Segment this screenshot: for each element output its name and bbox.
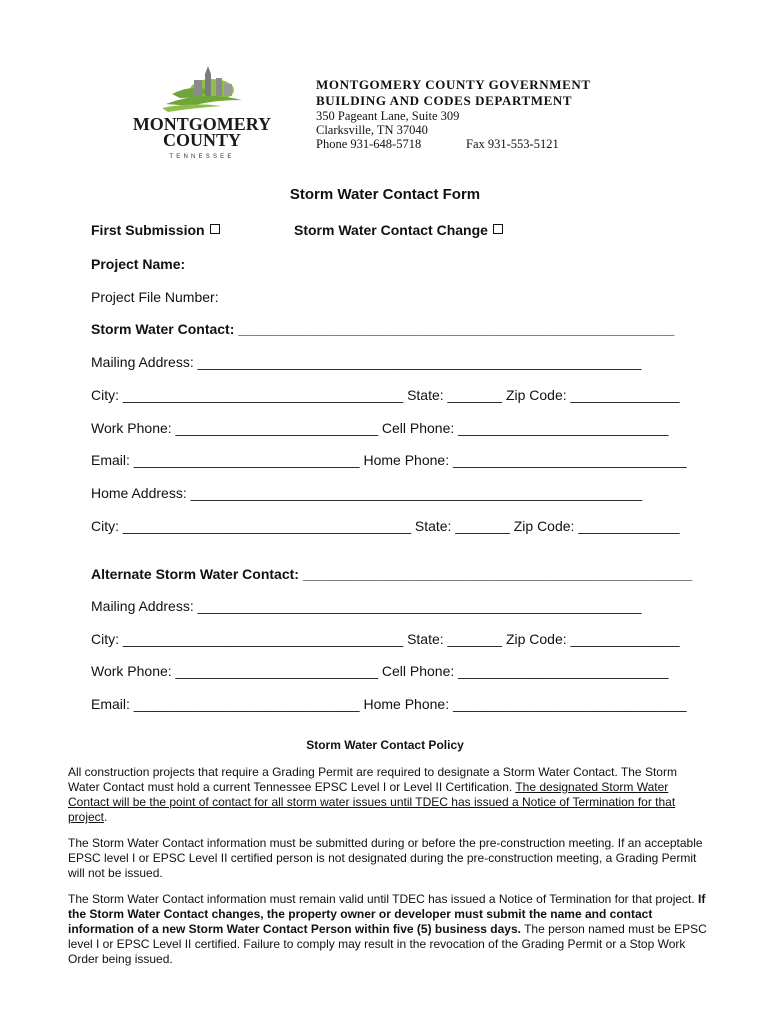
form-title: Storm Water Contact Form xyxy=(289,186,481,203)
project-file-number-field[interactable]: Project File Number: xyxy=(91,289,219,305)
home-city-state-zip-field[interactable]: City: _____________________________________ State: _______ Zip Code: _____________ xyxy=(91,518,680,534)
logo-word-tennessee: TENNESSEE xyxy=(169,154,235,160)
alt-city-state-zip-field[interactable]: City: ____________________________________ State: _______ Zip Code: ______________ xyxy=(91,631,680,647)
policy-p1-text: All construction projects that require a Grading Permit are required to designate a Storm Water Contact. The Storm Water Contact must hold a current Tennessee EPSC Level I or Level II Certification. xyxy=(68,765,677,794)
org-name: MONTGOMERY COUNTY GOVERNMENT xyxy=(316,77,591,92)
city-state-zip-field[interactable]: City: ____________________________________ State: _______ Zip Code: ______________ xyxy=(91,387,680,403)
policy-p1-underlined: The designated Storm Water Contact will be the point of contact for all storm water issues until TDEC has issued a Notice of Termination for that project xyxy=(68,780,676,824)
contact-change-checkbox[interactable] xyxy=(493,224,503,234)
home-address-field[interactable]: Home Address: __________________________________________________________ xyxy=(91,485,643,501)
logo-word-montgomery: MONTGOMERY xyxy=(132,114,272,134)
alt-email-home-phone-field[interactable]: Email: _____________________________ Home Phone: ______________________________ xyxy=(91,696,687,712)
fax-number: Fax 931-553-5121 xyxy=(466,137,559,151)
policy-p3-end: The person named must be EPSC level I or EPSC Level II certified. Failure to comply may result in the revocation of the Grading Permit or a Stop Work Order being issued. xyxy=(68,922,707,966)
contact-change-label: Storm Water Contact Change xyxy=(294,222,488,238)
city-address: Clarksville, TN 37040 xyxy=(316,123,428,137)
work-cell-phone-field[interactable]: Work Phone: __________________________ Cell Phone: ___________________________ xyxy=(91,420,669,436)
first-submission-checkbox[interactable] xyxy=(210,224,220,234)
department-name: BUILDING AND CODES DEPARTMENT xyxy=(316,93,573,108)
policy-paragraph-1 xyxy=(68,765,708,825)
policy-p3-text: The Storm Water Contact information must remain valid until TDEC has issued a Notice of Termination for that project. xyxy=(68,892,699,906)
policy-p3-bold: If the Storm Water Contact changes, the property owner or developer must submit the name and contact information of a new Storm Water Contact Person within five (5) business days. xyxy=(68,892,706,936)
contact-change-option[interactable] xyxy=(294,222,503,238)
montgomery-county-logo xyxy=(132,64,272,160)
alt-mailing-address-field[interactable]: Mailing Address: _________________________________________________________ xyxy=(91,598,642,614)
first-submission-label: First Submission xyxy=(91,222,205,238)
alt-work-cell-phone-field[interactable]: Work Phone: __________________________ Cell Phone: ___________________________ xyxy=(91,663,669,679)
project-name-field[interactable]: Project Name: xyxy=(91,256,186,272)
first-submission-option[interactable] xyxy=(91,222,220,238)
skyline-icon xyxy=(162,66,242,112)
policy-paragraph-2: The Storm Water Contact information must be submitted during or before the pre-construction meeting. If an acceptable EPSC level I or EPSC Level II certified person is not designated during the pre-construction meeting, a Grading Permit will not be issued. xyxy=(68,836,703,880)
policy-title: Storm Water Contact Policy xyxy=(306,738,464,752)
mailing-address-field[interactable]: Mailing Address: _________________________________________________________ xyxy=(91,354,642,370)
street-address: 350 Pageant Lane, Suite 309 xyxy=(316,109,460,123)
email-home-phone-field[interactable]: Email: _____________________________ Home Phone: ______________________________ xyxy=(91,452,687,468)
phone-number: Phone 931-648-5718 xyxy=(316,137,422,151)
policy-p1-end: . xyxy=(104,810,108,824)
policy-paragraph-3 xyxy=(68,892,708,967)
alternate-contact-field[interactable]: Alternate Storm Water Contact: __________________________________________________ xyxy=(91,566,693,582)
logo-word-county: COUNTY xyxy=(162,130,242,150)
storm-water-contact-field[interactable]: Storm Water Contact: ________________________________________________________ xyxy=(91,321,675,337)
